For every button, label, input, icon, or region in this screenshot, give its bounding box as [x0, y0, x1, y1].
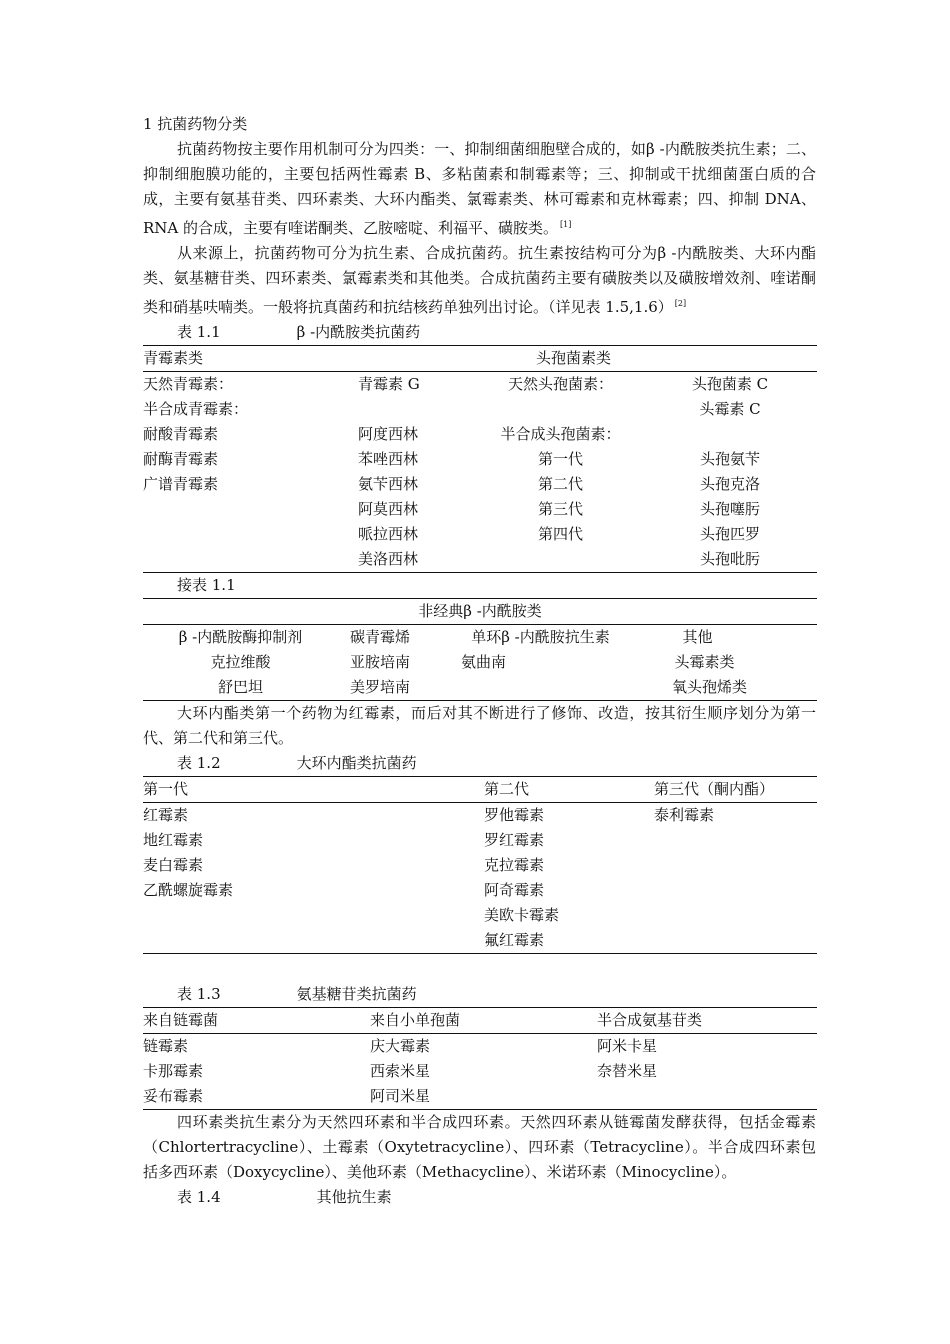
table-header-row — [143, 1008, 817, 1034]
table-cell: 半合成氨基苷类 — [597, 1011, 703, 1029]
table-cell: 广谱青霉素 — [143, 475, 219, 493]
table-cell: 单环β -内酰胺抗生素 — [471, 628, 610, 646]
table-header-row — [143, 777, 817, 803]
table-caption — [143, 1185, 816, 1210]
table-row — [143, 625, 817, 651]
table-cell: 阿度西林 — [358, 425, 419, 443]
table-cell: 天然头孢菌素： — [507, 375, 613, 393]
table-caption — [143, 982, 816, 1007]
table-cell: 半合成青霉素： — [143, 400, 249, 418]
table-cell: 罗红霉素 — [484, 831, 545, 849]
table-cell: 庆大霉素 — [370, 1037, 431, 1055]
table-title: 大环内酯类抗菌药 — [296, 754, 417, 772]
table-cell — [348, 397, 478, 422]
table-cell — [453, 675, 628, 701]
table-cell — [143, 903, 484, 928]
table-row — [143, 422, 817, 447]
section-title: 1 抗菌药物分类 — [143, 115, 248, 133]
table-cell: 第二代 — [537, 475, 583, 493]
table-cell: 阿司米星 — [370, 1087, 431, 1105]
table-cell: 泰利霉素 — [654, 806, 715, 824]
table-cell: 克拉霉素 — [484, 856, 545, 874]
table-cell: 麦白霉素 — [143, 856, 204, 874]
table-cell: 罗他霉素 — [484, 806, 545, 824]
table-cell: 妥布霉素 — [143, 1087, 204, 1105]
table-cell — [143, 928, 484, 954]
table-cell: 哌拉西林 — [358, 525, 419, 543]
table-cell: 红霉素 — [143, 806, 189, 824]
table-cell: 碳青霉烯 — [350, 628, 411, 646]
table-cell — [654, 828, 817, 853]
table-cell: 阿米卡星 — [597, 1037, 658, 1055]
table-cell: 地红霉素 — [143, 831, 204, 849]
paragraph-macrolides: 大环内酯类第一个药物为红霉素，而后对其不断进行了修饰、改造，按其衍生顺序划分为第一代、第二代和第三代。 — [143, 704, 816, 747]
table-cell: 半合成头孢菌素： — [500, 425, 621, 443]
table-row — [143, 397, 817, 422]
table-row — [143, 928, 817, 954]
table-cell: 头孢菌素 C — [691, 375, 769, 393]
table-cell: 头孢氨苄 — [700, 450, 761, 468]
table-caption — [143, 751, 816, 776]
table-cell: 阿莫西林 — [358, 500, 419, 518]
table-cell: 氟红霉素 — [484, 931, 545, 949]
table-cell: 舒巴坦 — [217, 678, 263, 696]
table-cell: 苯唑西林 — [358, 450, 419, 468]
table-cell: 氨曲南 — [461, 653, 507, 671]
table-cell: 乙酰螺旋霉素 — [143, 881, 234, 899]
table-title: 氨基糖苷类抗菌药 — [296, 985, 417, 1003]
table-cell: 氧头孢烯类 — [672, 678, 748, 696]
table-row — [143, 675, 817, 701]
paragraph-text: 抗菌药物按主要作用机制可分为四类：一、抑制细菌细胞壁合成的，如β -内酰胺类抗生素；二、抑制细胞膜功能的，主要包括两性霉素 B、多粘菌素和制霉素等；三、抑制或干扰细菌蛋白质的合成，主要有氨基苷类、四环素类、大环内酯类、氯霉素类、林可霉素和克林霉素；四、抑制 DNA、RNA 的合成，主要有喹诺酮类、乙胺嘧啶、利福平、磺胺类。 — [143, 140, 816, 237]
table-row — [143, 828, 817, 853]
table-cell: 来自小单孢菌 — [370, 1011, 461, 1029]
table-cell: 第一代 — [143, 780, 189, 798]
paragraph-classification-mechanism — [143, 137, 816, 241]
table-row — [143, 522, 817, 547]
table-header-cell: 青霉素类 — [143, 349, 204, 367]
table-cell — [597, 1084, 817, 1110]
table-cell: 亚胺培南 — [350, 653, 411, 671]
table-cell: 奈替米星 — [597, 1062, 658, 1080]
table-cell: 头孢吡肟 — [700, 550, 761, 568]
table-cell: β -内酰胺酶抑制剂 — [178, 628, 303, 646]
table-caption — [143, 320, 816, 345]
table-label: 表 1.3 — [177, 985, 221, 1003]
table-cell — [654, 903, 817, 928]
table-row — [143, 1034, 817, 1060]
table-cell: 头霉素类 — [674, 653, 735, 671]
table-cell: 美罗培南 — [350, 678, 411, 696]
table-cell — [143, 522, 348, 547]
table-cell — [143, 497, 348, 522]
table-label: 表 1.2 — [177, 754, 221, 772]
table-nonclassical-beta-lactams — [143, 598, 817, 701]
table-cell: 第一代 — [537, 450, 583, 468]
table-cell: 克拉维酸 — [210, 653, 271, 671]
table-label: 表 1.4 — [177, 1188, 221, 1206]
table-row — [143, 372, 817, 398]
table-row — [143, 853, 817, 878]
table-cell — [654, 928, 817, 954]
table-cell: 氨苄西林 — [358, 475, 419, 493]
table-cell: 其他 — [682, 628, 713, 646]
table-cell: 头孢噻肟 — [700, 500, 761, 518]
table-row — [143, 547, 817, 573]
table-cell: 青霉素 G — [358, 375, 420, 393]
table-title: 其他抗生素 — [316, 1188, 392, 1206]
paragraph-classification-source — [143, 241, 816, 320]
table-row — [143, 903, 817, 928]
table-cell — [654, 853, 817, 878]
table-cell — [478, 397, 643, 422]
table-cell: 美欧卡霉素 — [484, 906, 560, 924]
table-cell: 耐酸青霉素 — [143, 425, 219, 443]
table-row — [143, 472, 817, 497]
table-cell: 第三代（酮内酯） — [654, 780, 775, 798]
table-continued-label: 接表 1.1 — [177, 576, 236, 594]
table-row — [143, 1059, 817, 1084]
table-cell: 头霉素 C — [699, 400, 761, 418]
table-cell — [654, 878, 817, 903]
table-cell: 美洛西林 — [358, 550, 419, 568]
table-cell: 链霉素 — [143, 1037, 189, 1055]
table-cell: 第四代 — [537, 525, 583, 543]
table-beta-lactams — [143, 345, 817, 573]
table-row — [143, 447, 817, 472]
table-header-cell: 头孢菌素类 — [536, 349, 612, 367]
table-header-row — [143, 346, 817, 372]
table-header-row — [143, 599, 817, 625]
table-title: β -内酰胺类抗菌药 — [296, 323, 421, 341]
table-row — [143, 650, 817, 675]
table-row — [143, 803, 817, 829]
table-row — [143, 878, 817, 903]
citation-ref: [1] — [560, 220, 572, 229]
table-aminoglycosides — [143, 1007, 817, 1110]
table-cell: 耐酶青霉素 — [143, 450, 219, 468]
table-label: 表 1.1 — [177, 323, 221, 341]
paragraph-text: 从来源上，抗菌药物可分为抗生素、合成抗菌药。抗生素按结构可分为β -内酰胺类、大环内酯类、氨基糖苷类、四环素类、氯霉素类和其他类。合成抗菌药主要有磺胺类以及磺胺增效剂、喹诺酮类和硝基呋喃类。一般将抗真菌药和抗结核药单独列出讨论。（详见表 1.5,1.6） — [143, 244, 816, 316]
citation-ref: [2] — [674, 299, 687, 308]
table-cell: 来自链霉菌 — [143, 1011, 219, 1029]
table-cell: 第三代 — [537, 500, 583, 518]
table-cell: 卡那霉素 — [143, 1062, 204, 1080]
table-cell — [143, 547, 348, 573]
table-row — [143, 1084, 817, 1110]
table-cell: 阿奇霉素 — [484, 881, 545, 899]
table-header-cell: 非经典β -内酰胺类 — [418, 602, 542, 620]
table-cell — [643, 422, 817, 447]
table-cell: 第二代 — [484, 780, 530, 798]
table-cell: 头孢克洛 — [700, 475, 761, 493]
table-cell: 西索米星 — [370, 1062, 431, 1080]
table-cell — [348, 346, 478, 372]
paragraph-tetracyclines: 四环素类抗生素分为天然四环素和半合成四环素。天然四环素从链霉菌发酵获得，包括金霉素（Chlortertracycline）、土霉素（Oxytetracycline）、四环素（Tetracycline）。半合成四环素包括多西环素（Doxycycline）、美他环素（Methacycline）、米诺环素（Minocycline）。 — [143, 1113, 816, 1181]
document-page — [143, 112, 816, 1210]
table-cell: 头孢匹罗 — [700, 525, 761, 543]
table-row — [143, 497, 817, 522]
table-macrolides — [143, 776, 817, 954]
table-cell: 天然青霉素： — [143, 375, 234, 393]
table-cell — [478, 547, 643, 573]
